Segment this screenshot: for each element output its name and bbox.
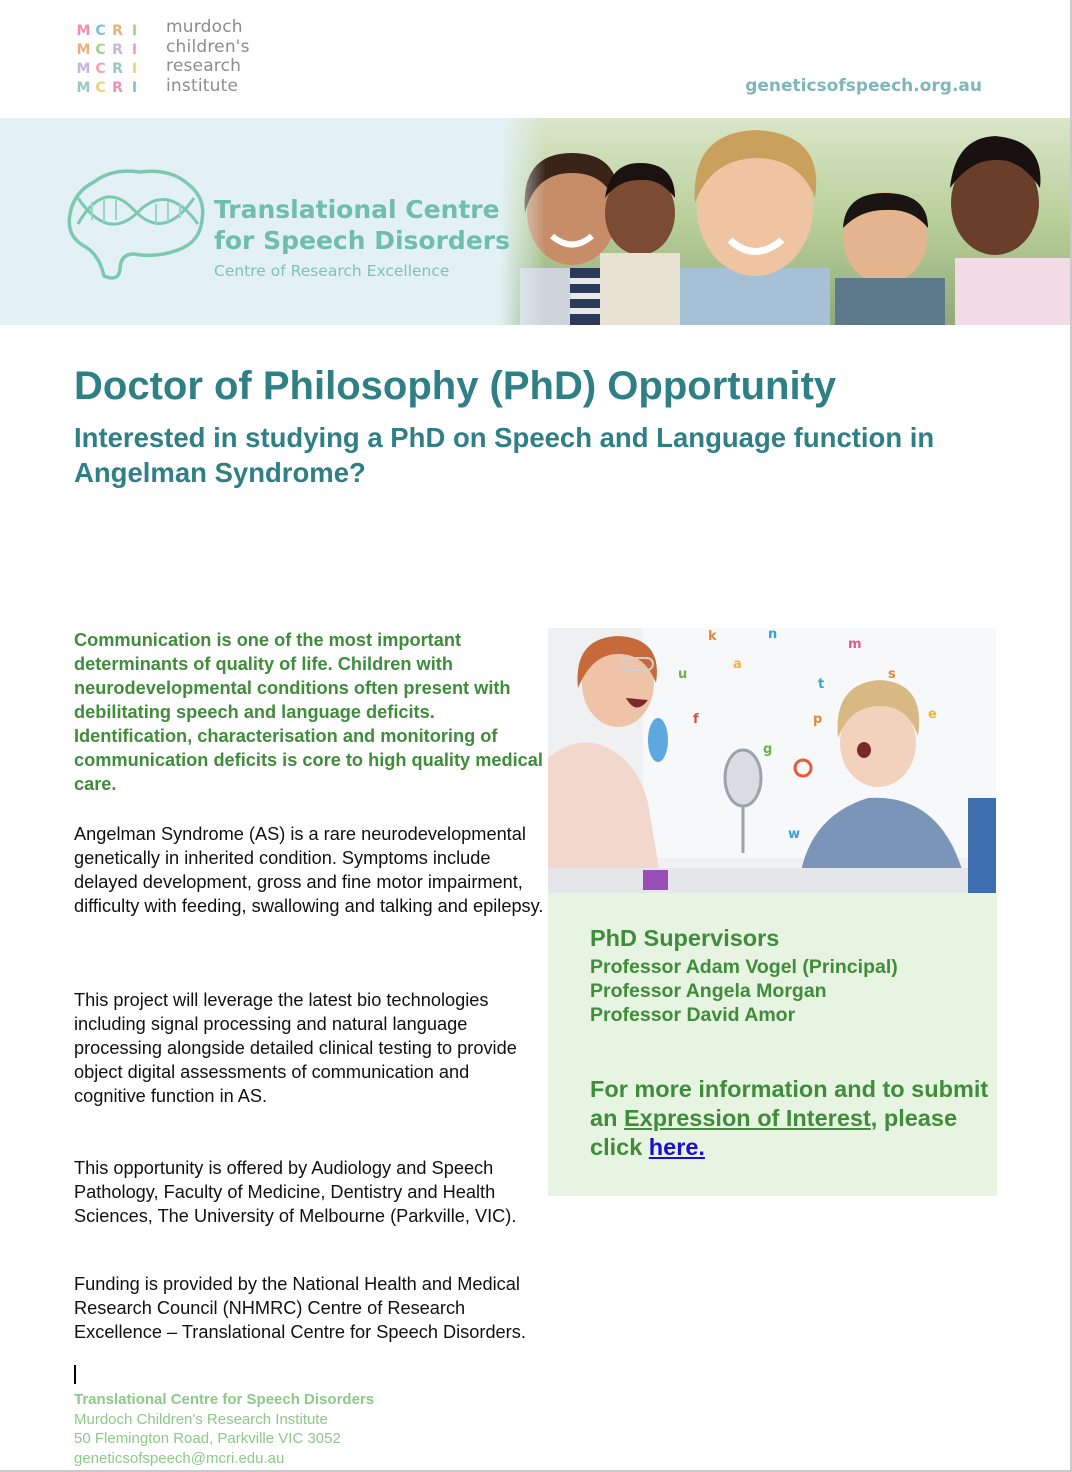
svg-text:n: n (768, 628, 778, 642)
mcri-word: research (166, 56, 242, 76)
cta-prefix: For more information and to submit an (590, 1076, 989, 1131)
mcri-letter-row (76, 59, 144, 78)
svg-text:u: u (678, 667, 688, 682)
here-link[interactable]: here. (648, 1134, 705, 1160)
mcri-letter: I (131, 22, 138, 39)
svg-text:p: p (813, 712, 823, 727)
supervisor-item: Professor David Amor (590, 1004, 796, 1026)
svg-text:f: f (693, 712, 699, 727)
footer-line: Murdoch Children's Research Institute (74, 1410, 328, 1428)
footer-email-link[interactable]: geneticsofspeech@mcri.edu.au (74, 1449, 285, 1467)
svg-text:k: k (708, 629, 717, 644)
mcri-letter-row (76, 40, 144, 59)
mcri-letter-row (76, 78, 144, 97)
mcri-word: children's (166, 36, 250, 57)
page-subtitle: Interested in studying a PhD on Speech and Language function in Angelman Syndrome? (74, 422, 935, 488)
mcri-letter: M (76, 79, 91, 96)
svg-text:w: w (788, 827, 801, 842)
mcri-letter: M (76, 22, 91, 39)
footer-line: 50 Flemington Road, Parkville VIC 3052 (74, 1430, 341, 1447)
banner-children-photo (500, 118, 1070, 325)
svg-text:t: t (818, 677, 825, 692)
mcri-letter: C (95, 22, 106, 39)
supervisors-title: PhD Supervisors (590, 925, 780, 951)
supervisor-item: Professor Adam Vogel (Principal) (590, 956, 898, 978)
mcri-letter-grid (76, 21, 144, 97)
footer-contact (74, 1390, 374, 1468)
svg-text:m: m (848, 637, 862, 652)
expression-of-interest-link[interactable]: Expression of Interest (623, 1105, 871, 1131)
mcri-letter: R (112, 41, 123, 58)
mcri-logo[interactable] (76, 18, 276, 98)
mcri-letter: C (95, 60, 106, 77)
text-cursor (74, 1365, 76, 1384)
tcsd-logo-subtitle: Centre of Research Excellence (214, 262, 450, 280)
mcri-letter-row (76, 21, 144, 40)
mcri-letter: I (131, 79, 138, 96)
supervisors-infobox (548, 893, 997, 1196)
tcsd-title-line: for Speech Disorders (214, 226, 510, 255)
cta-middle: , please click (590, 1105, 958, 1160)
tcsd-logo-title (214, 194, 510, 256)
page-title: Doctor of Philosophy (PhD) Opportunity (74, 364, 837, 408)
mcri-letter: R (112, 79, 123, 96)
body-paragraph-funding: Funding is provided by the National Health and Medical Research Council (NHMRC) Centre of Research Excellence – Translational Centre for Speech Disorders. (74, 1274, 526, 1342)
svg-text:e: e (928, 707, 937, 722)
svg-text:a: a (733, 657, 742, 672)
svg-text:s: s (888, 667, 896, 682)
mcri-letter: I (131, 41, 138, 58)
body-paragraph-project: This project will leverage the latest bio technologies including signal processing and natural language processing alongside detailed clinical testing to provide object digital assessments of communication and cognitive function in AS. (74, 990, 517, 1106)
mcri-word: institute (166, 75, 239, 96)
brain-dna-icon (64, 158, 214, 298)
mcri-letter: R (112, 22, 123, 39)
mcri-letter: M (76, 60, 91, 77)
mcri-letter: M (76, 41, 91, 58)
supervisors-list (590, 955, 898, 1027)
supervisor-item: Professor Angela Morgan (590, 980, 827, 1002)
mcri-letter: C (95, 41, 106, 58)
footer-title: Translational Centre for Speech Disorders (74, 1391, 375, 1408)
mcri-wordmark (166, 18, 250, 96)
mcri-word: murdoch (166, 17, 243, 37)
call-to-action (590, 1075, 990, 1162)
mcri-letter: I (131, 60, 138, 77)
body-paragraph-as: Angelman Syndrome (AS) is a rare neurodevelopmental genetically in inherited condition. Symptoms include delayed development, gross and fine motor impairment, difficulty with feeding, swallowing and talking and epilepsy. (74, 824, 544, 916)
mcri-letter: C (95, 79, 106, 96)
lead-paragraph: Communication is one of the most important determinants of quality of life. Children with neurodevelopmental conditions often present with debilitating speech and language deficits. Identification, characterisation and monitoring of communication deficits is core to high quality medical care. (74, 630, 543, 794)
speech-therapy-photo (548, 628, 996, 893)
body-paragraph-opportunity: This opportunity is offered by Audiology and Speech Pathology, Faculty of Medicine, Dentistry and Health Sciences, The University of Melbourne (Parkville, VIC). (74, 1158, 517, 1226)
tcsd-title-line: Translational Centre (214, 195, 500, 224)
mcri-letter: R (112, 60, 123, 77)
site-url-link[interactable]: geneticsofspeech.org.au (745, 76, 982, 96)
banner (0, 118, 1070, 325)
svg-text:g: g (763, 742, 773, 757)
